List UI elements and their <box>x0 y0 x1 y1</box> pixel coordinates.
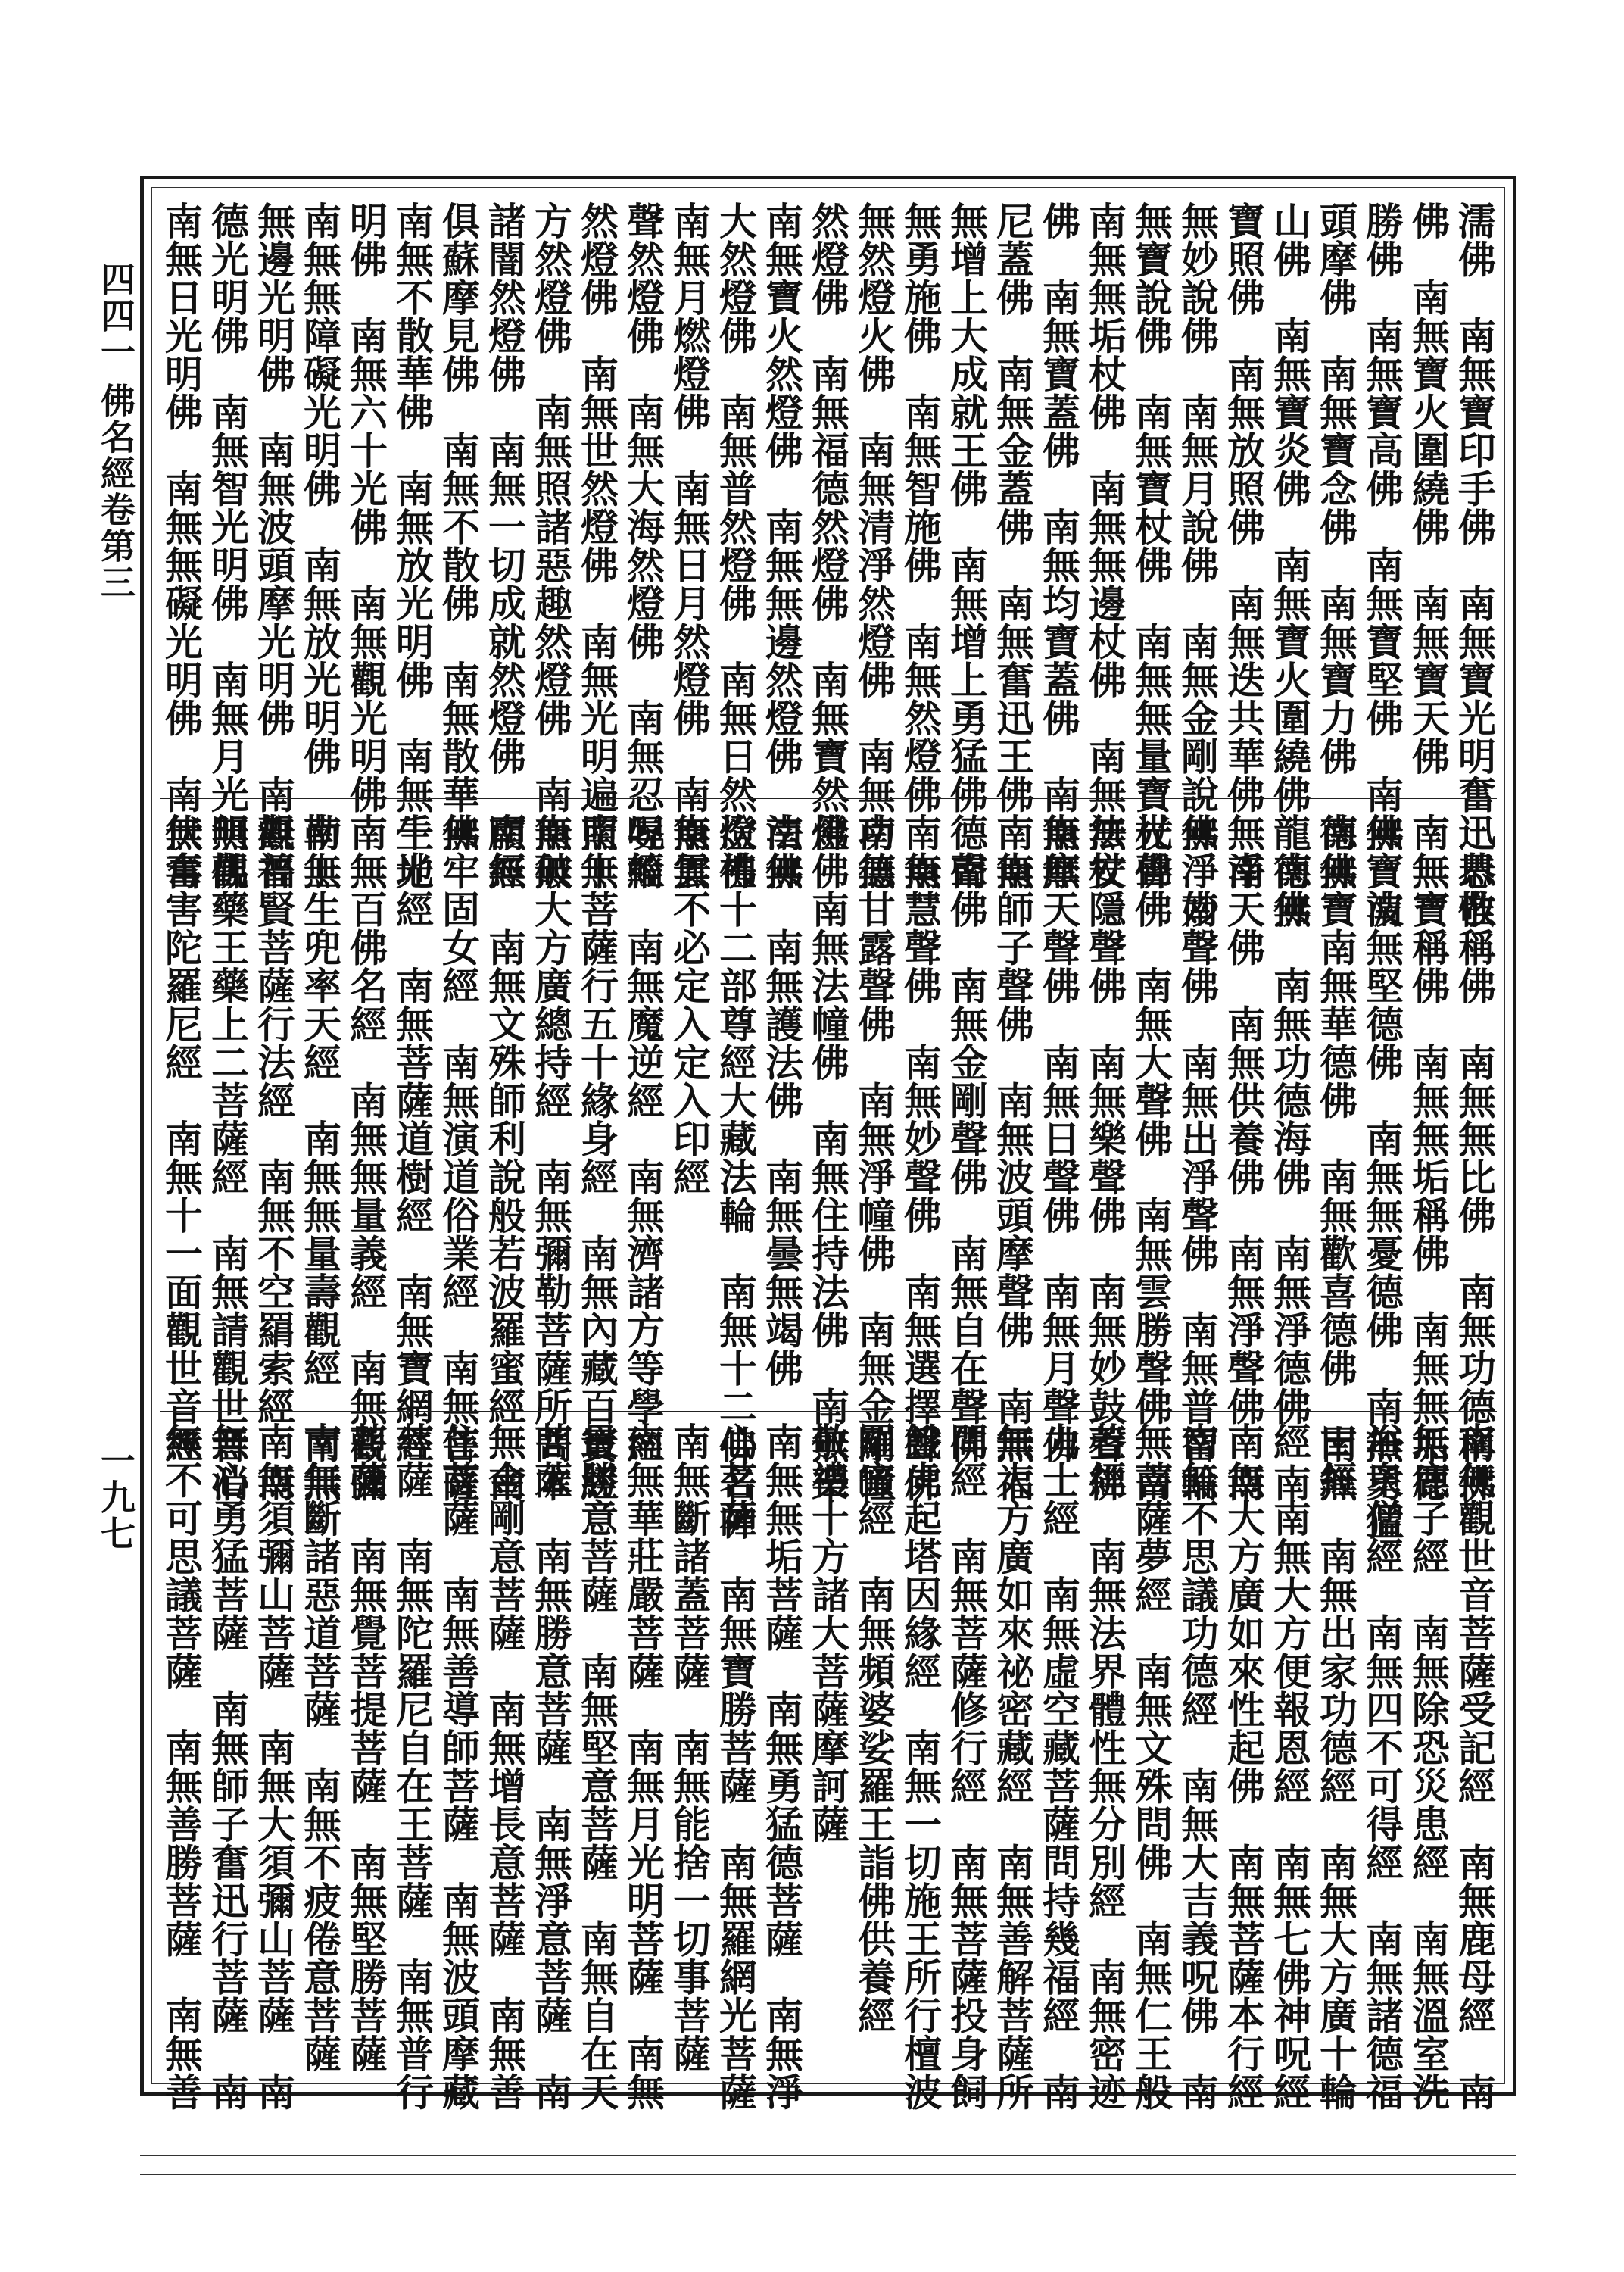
text-column: 南無寶稱佛 南無無垢稱佛 南無無垢德 <box>1406 813 1451 1502</box>
text-column: 無心勇猛菩薩 南無師子奮迅行菩薩 南 <box>205 1422 250 2111</box>
text-column: 南無不思議功德經 南無大吉義呪佛 南 <box>1175 1422 1220 2111</box>
text-column: 佛 南無法幢佛 南無住持法佛 南無樂 <box>806 813 850 1502</box>
text-column: 生地經 南無菩薩道樹經 南無寶網經 <box>390 813 435 1464</box>
text-column: 勒上生兜率天經 南無無量壽觀經 南無 <box>298 813 342 1502</box>
text-column: 迅恭敬稱佛 南無無比佛 南無功德稱佛 <box>1452 813 1497 1502</box>
text-column: 德光明佛 南無智光明佛 南無月光明佛 <box>205 201 250 890</box>
text-column: 聲然燈佛 南無大海然燈佛 南無忍辱輪 <box>621 201 665 890</box>
lower-register <box>159 1422 1497 2111</box>
text-column: 菩薩 南無覺菩提菩薩 南無堅勝菩薩 <box>344 1422 388 2073</box>
text-column: 佛 南無堅德佛 南無無憂德佛 南無勇猛 <box>1360 813 1404 1540</box>
text-column: 住菩薩 南無善導師菩薩 南無波頭摩藏 <box>436 1422 481 2111</box>
text-column: 光聲佛 南無大聲佛 南無雲勝聲佛 南 <box>1129 813 1174 1502</box>
text-column: 無不可思議菩薩 南無善勝菩薩 南無善 <box>159 1422 204 2111</box>
text-column: 明佛 南無六十光佛 南無觀光明佛 <box>344 201 388 813</box>
text-column: 無鹿子經 南無除恐災患經 南無溫室洗 <box>1406 1422 1451 2111</box>
text-column: 浴衆僧經 南無四不可得經 南無諸德福 <box>1360 1422 1404 2111</box>
text-column: 南無甘露聲佛 南無淨幢佛 南無金剛幢 <box>852 813 896 1502</box>
text-column: 最勝意菩薩 南無堅意菩薩 南無自在天 <box>575 1422 619 2111</box>
text-column: 無淨天佛 南無供養佛 南無淨聲佛 南 <box>1221 813 1266 1502</box>
bottom-rule <box>140 2155 1516 2156</box>
text-column: 願經 南無文殊師利說般若波羅蜜經 南 <box>482 813 527 1502</box>
text-column: 無邊光明佛 南無波頭摩光明佛 南無福 <box>251 201 296 890</box>
text-column: 無大方廣如來祕密藏經 南無善解菩薩所 <box>990 1422 1035 2111</box>
text-column: 德佛 南無華德佛 南無歡喜德佛 南無 <box>1314 813 1358 1502</box>
text-column: 諸闇然燈佛 南無一切成就然燈佛 南無 <box>482 201 527 890</box>
text-column: 無勇施佛 南無智施佛 南無然燈佛 南 <box>898 201 943 890</box>
page-frame <box>140 176 1516 2111</box>
text-column: 勝佛 南無寶高佛 南無寶堅佛 南無寶波 <box>1360 201 1404 928</box>
text-column: 無牢固女經 南無演道俗業經 南無菩薩 <box>436 813 481 1502</box>
register-divider <box>160 1409 1497 1412</box>
text-column: 南無觀世音菩薩受記經 南無鹿母經 南 <box>1452 1422 1497 2111</box>
text-column: 無然燈火佛 南無清淨然燈佛 南無功德 <box>852 201 896 890</box>
text-column: 菩薩 南無陀羅尼自在王菩薩 南無普行 <box>390 1422 435 2111</box>
text-column: 次禮十二部尊經大藏法輪 南無十二佛名神 <box>713 813 758 1540</box>
text-column: 無淨妙聲佛 南無出淨聲佛 南無普智輪 <box>1175 813 1220 1502</box>
text-column: 無觀藥王藥上二菩薩經 南無請觀世音消 <box>205 813 250 1502</box>
text-column: 南無須彌山菩薩 南無大須彌山菩薩 南 <box>251 1422 296 2111</box>
text-column: 然燈佛 南無福德然燈佛 南無寶然燈佛 <box>806 201 850 890</box>
text-column: 南無師子聲佛 南無波頭摩聲佛 南無福 <box>990 813 1035 1502</box>
page-section-label: 四四一 <box>95 261 136 370</box>
text-column: 觀普賢菩薩行法經 南無不空羂索經 南 <box>251 813 296 1502</box>
text-column: 南無無垢菩薩 南無勇猛德菩薩 南無淨 <box>759 1422 804 2111</box>
text-column: 南無寶火然燈佛 南無無邊然燈佛 南無 <box>759 201 804 890</box>
text-column: 無寶說佛 南無寶杖佛 南無無量寶杖佛 <box>1129 201 1174 890</box>
text-column: 經 南無大方便報恩經 南無七佛神呪經 <box>1267 1422 1312 2111</box>
text-column: 然燈佛 南無世然燈佛 南無光明遍照十 <box>575 201 619 890</box>
text-column: 無增上大成就王佛 南無增上勇猛佛 南 <box>944 201 989 890</box>
bottom-rule <box>140 2174 1516 2175</box>
text-column: 方然燈佛 南無照諸惡趣然燈佛 南無破 <box>528 201 573 890</box>
book-title-label: 佛名經卷第三 <box>95 382 136 601</box>
text-column: 無安隱聲佛 南無樂聲佛 南無妙鼓聲佛 <box>1083 813 1127 1502</box>
text-column: 餓虎起塔因緣經 南無一切施王所行檀波 <box>898 1422 943 2111</box>
text-column: 南無天聲佛 南無日聲佛 南無月聲佛 <box>1036 813 1081 1464</box>
text-column: 德聲佛 南無金剛聲佛 南無自在聲佛 <box>944 813 989 1464</box>
text-column: 寶照佛 南無放照佛 南無迭共華佛 南 <box>1221 201 1266 890</box>
text-column: 無妙說佛 南無月說佛 南無金剛說佛 南 <box>1175 201 1220 928</box>
text-column: 佛 南無寶火圍繞佛 南無寶天佛 南無寶 <box>1406 201 1451 928</box>
text-column: 伏毒害陀羅尼經 南無十一面觀世音經 <box>159 813 204 1464</box>
text-column: 山佛 南無寶炎佛 南無寶火圍繞佛 南無 <box>1267 201 1312 928</box>
text-column: 菩薩 南無勝意菩薩 南無淨意菩薩 南 <box>528 1422 573 2111</box>
text-column: 南無日光明佛 南無無礙光明佛 南無奮 <box>159 201 204 890</box>
text-column: 南無不必定入定入印經 <box>667 813 712 1196</box>
text-column: 力士經 南無虛空藏菩薩問持幾福經 南 <box>1036 1422 1081 2111</box>
text-column: 南無不散華佛 南無放光明佛 南無千光 <box>390 201 435 890</box>
text-column: 若經 南無法界體性無分別經 南無密迹 <box>1083 1422 1127 2111</box>
text-column: 無金剛意菩薩 南無增長意菩薩 南無善 <box>482 1422 527 2111</box>
text-column: 俱蘇摩見佛 南無不散佛 南無散華佛 <box>436 201 481 852</box>
text-column: 法佛 南無護法佛 南無曇無竭佛 <box>759 813 804 1387</box>
text-column: 南無斷諸蓋菩薩 南無能捨一切事菩薩 <box>667 1422 712 2073</box>
text-column: 南無慧聲佛 南無妙聲佛 南無選擇聲佛 <box>898 813 943 1502</box>
text-column: 南無華莊嚴菩薩 南無月光明菩薩 南無 <box>621 1422 665 2111</box>
upper-register <box>159 201 1497 928</box>
text-column: 南無菩薩行五十緣身經 南無內藏百寶經 <box>575 813 619 1502</box>
text-column: 南無無垢杖佛 南無無邊杖佛 南無法杖 <box>1083 201 1127 890</box>
text-column: 敬禮十方諸大菩薩摩訶薩 <box>806 1422 850 1843</box>
text-column: 南無大方廣總持經 南無彌勒菩薩所問本 <box>528 813 573 1502</box>
text-block <box>151 187 1505 2111</box>
middle-register <box>159 813 1497 1540</box>
text-column: 南無百佛名經 南無無量義經 南無觀彌 <box>344 813 388 1502</box>
text-column: 無菩薩夢經 南無文殊問佛 南無仁王般 <box>1129 1422 1174 2111</box>
text-column: 龍德佛 南無功德海佛 南無淨德佛 南 <box>1267 813 1312 1502</box>
text-column: 大然燈佛 南無普然燈佛 南無日然燈佛 <box>713 201 758 890</box>
text-column: 田經 南無出家功德經 南無大方廣十輪 <box>1314 1422 1358 2111</box>
text-column: 頭摩佛 南無寶念佛 南無寶力佛 南無寶 <box>1314 201 1358 928</box>
text-column: 尼蓋佛 南無金蓋佛 南無奮迅王佛 南 <box>990 201 1035 890</box>
text-column: 南無月燃燈佛 南無日月然燈佛 南無雲 <box>667 201 712 890</box>
text-column: 南無斷諸惡道菩薩 南無不疲倦意菩薩 <box>298 1422 342 2073</box>
text-column: 佛 南無寶蓋佛 南無均寶蓋佛 南無摩 <box>1036 201 1081 890</box>
text-column: 心菩薩 南無寶勝菩薩 南無羅網光菩薩 <box>713 1422 758 2111</box>
text-column: 呪經 南無魔逆經 南無濟諸方等學經 <box>621 813 665 1464</box>
register-divider <box>160 798 1497 801</box>
text-column: 南無無障礙光明佛 南無放光明佛 南無 <box>298 201 342 890</box>
text-column: 南無大方廣如來性起佛 南無菩薩本行經 <box>1221 1422 1266 2111</box>
text-column: 問經 南無菩薩修行經 南無菩薩投身飼 <box>944 1422 989 2111</box>
text-column: 濡佛 南無寶印手佛 南無寶光明奮迅思惟 <box>1452 201 1497 928</box>
text-column: 羅蜜經 南無頻婆娑羅王詣佛供養經 <box>852 1422 896 2034</box>
page-number-label: 一九七 <box>95 1443 136 1552</box>
